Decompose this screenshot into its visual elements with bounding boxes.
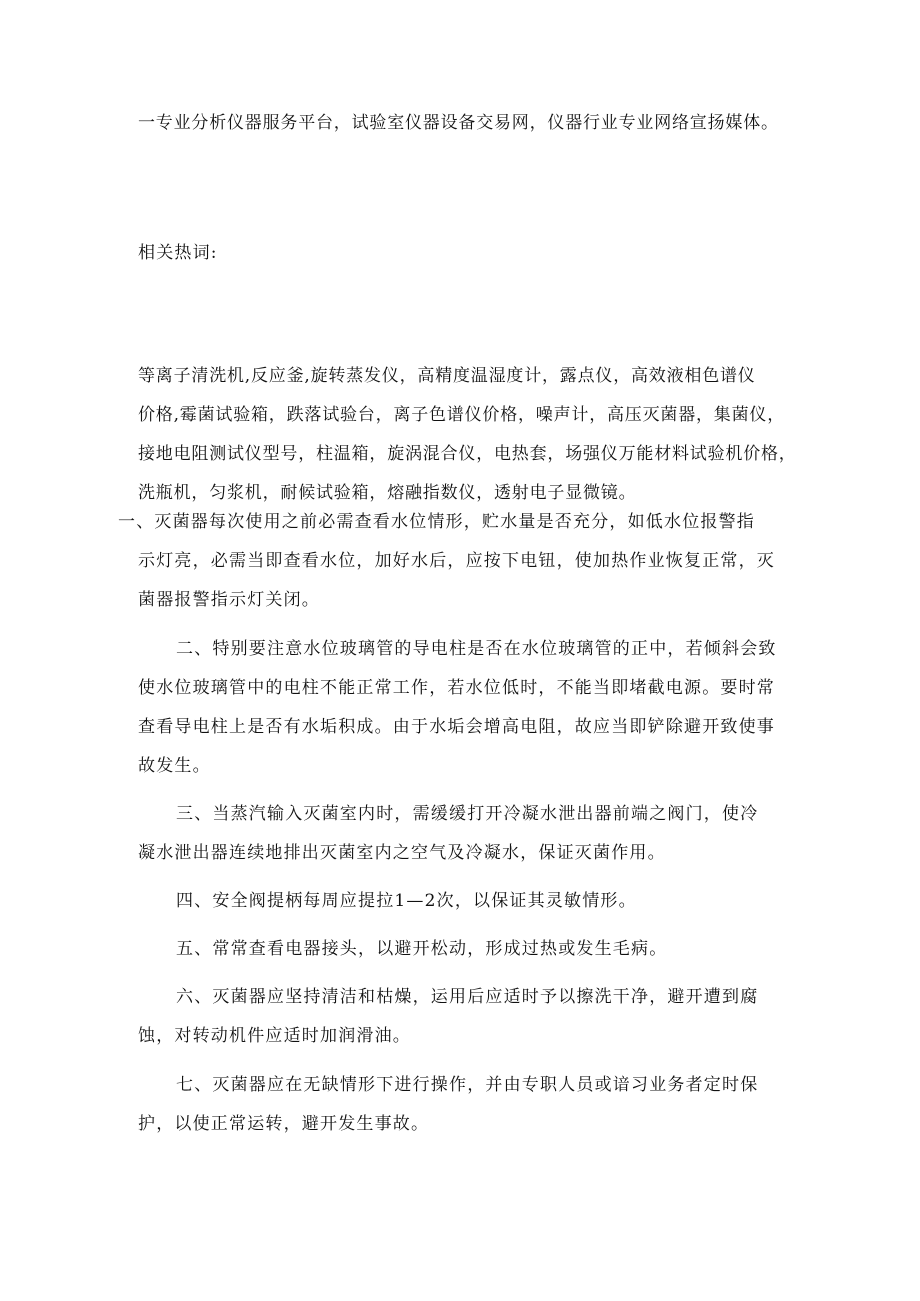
item7-line-1: 七、灭菌器应在无缺情形下进行操作，并由专职人员或谙习业务者定时保 xyxy=(176,1075,759,1095)
keywords-line-1: 等离子清洗机,反应釜,旋转蒸发仪，高精度温湿度计，露点仪，高效液相色谱仪 xyxy=(138,366,756,386)
item3-line-2: 凝水泄出器连续地排出灭菌室内之空气及冷凝水，保证灭菌作用。 xyxy=(138,843,666,863)
related-keywords-label: 相关热词: xyxy=(138,243,218,263)
item2-line-1: 二、特别要注意水位玻璃管的导电柱是否在水位玻璃管的正中，若倾斜会致 xyxy=(176,639,777,659)
item7-line-2: 护，以使正常运转，避开发生事故。 xyxy=(138,1114,430,1134)
item6-line-1: 六、灭菌器应坚持清洁和枯燥，运用后应适时予以擦洗干净，避开遭到腐 xyxy=(176,987,759,1007)
item4-text: 四、安全阀提柄每周应提拉1—2次，以保证其灵敏情形。 xyxy=(176,891,637,911)
item2-line-3: 查看导电柱上是否有水垢积成。由于水垢会增高电阻，故应当即铲除避开致使事 xyxy=(138,717,775,737)
item1-line-1: 一、灭菌器每次使用之前必需查看水位情形，贮水量是否充分，如低水位报警指 xyxy=(118,512,755,532)
item2-line-2: 使水位玻璃管中的电柱不能正常工作，若水位低时，不能当即堵截电源。要时常 xyxy=(138,678,775,698)
item2-line-4: 故发生。 xyxy=(138,756,211,776)
intro-text: 一专业分析仪器服务平台，试验室仪器设备交易网，仪器行业专业网络宣扬媒体。 xyxy=(138,113,779,133)
item3-line-1: 三、当蒸汽输入灭菌室内时，需缓缓打开冷凝水泄出器前端之阀门，使冷 xyxy=(176,804,759,824)
item5-text: 五、常常查看电器接头，以避开松动，形成过热或发生毛病。 xyxy=(176,939,668,959)
keywords-line-2: 价格,霉菌试验箱，跌落试验台，离子色谱仪价格，噪声计，高压灭菌器，集菌仪， xyxy=(138,405,786,425)
keywords-line-4: 洗瓶机，匀浆机，耐候试验箱，熔融指数仪，透射电子显微镜。 xyxy=(138,483,637,503)
item6-line-2: 蚀，对转动机件应适时加润滑油。 xyxy=(138,1026,411,1046)
item1-line-2: 示灯亮，必需当即查看水位，加好水后，应按下电钮，使加热作业恢复正常，灭 xyxy=(138,551,775,571)
item1-line-3: 菌器报警指示灯关闭。 xyxy=(138,590,320,610)
keywords-line-3: 接地电阻测试仪型号，柱温箱，旋涡混合仪，电热套，场强仪万能材料试验机价格， xyxy=(138,444,797,464)
